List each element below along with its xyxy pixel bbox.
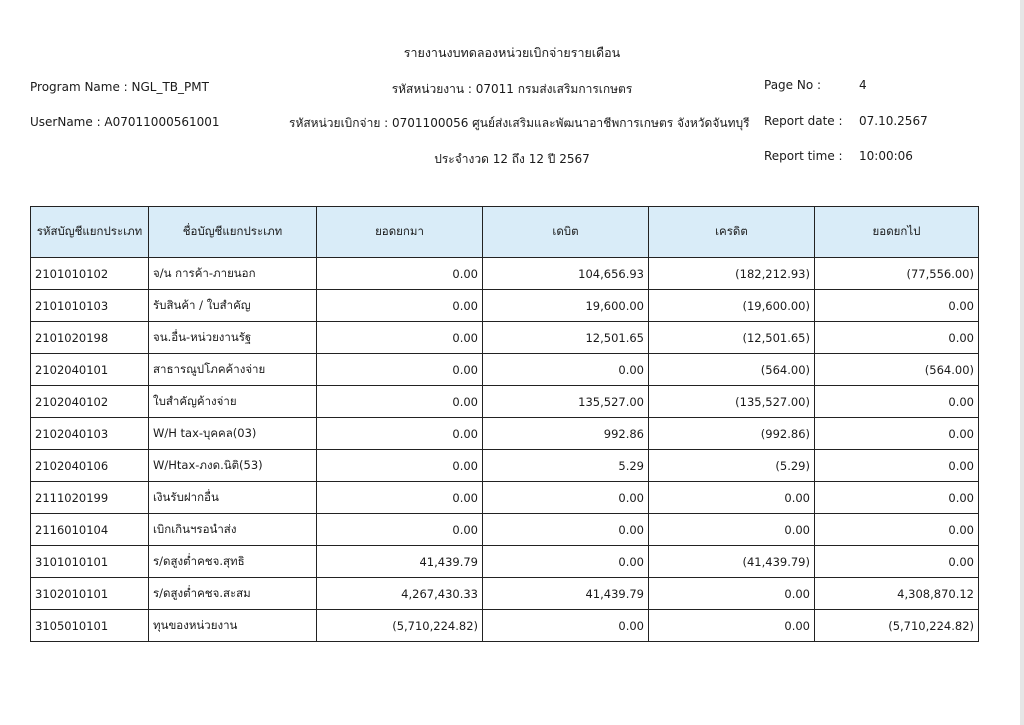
account-name-cell: ใบสำคัญค้างจ่าย xyxy=(149,386,317,418)
table-row xyxy=(31,290,979,322)
user-name: UserName : A07011000561001 xyxy=(30,115,220,129)
trial-balance-table xyxy=(30,206,979,642)
debit-cell: 992.86 xyxy=(483,418,649,450)
account-name-cell: ทุนของหน่วยงาน xyxy=(149,610,317,642)
brought-forward-cell: 0.00 xyxy=(317,514,483,546)
report-time-value: 10:00:06 xyxy=(859,149,913,163)
column-header-debit: เดบิต xyxy=(483,207,649,258)
table-row xyxy=(31,482,979,514)
brought-forward-cell: 0.00 xyxy=(317,386,483,418)
account-name-cell: จน.อื่น-หน่วยงานรัฐ xyxy=(149,322,317,354)
carried-forward-cell: 4,308,870.12 xyxy=(815,578,979,610)
credit-cell: (5.29) xyxy=(649,450,815,482)
carried-forward-cell: 0.00 xyxy=(815,418,979,450)
column-header-brought-forward: ยอดยกมา xyxy=(317,207,483,258)
debit-cell: 0.00 xyxy=(483,482,649,514)
credit-cell: (19,600.00) xyxy=(649,290,815,322)
debit-cell: 0.00 xyxy=(483,354,649,386)
brought-forward-cell: (5,710,224.82) xyxy=(317,610,483,642)
table-row xyxy=(31,514,979,546)
account-code-cell: 3102010101 xyxy=(31,578,149,610)
report-date-value: 07.10.2567 xyxy=(859,114,928,128)
account-code-cell: 2102040103 xyxy=(31,418,149,450)
credit-cell: 0.00 xyxy=(649,482,815,514)
report-time-label: Report time : xyxy=(764,149,843,163)
table-row xyxy=(31,578,979,610)
credit-cell: (992.86) xyxy=(649,418,815,450)
account-name-cell: เงินรับฝากอื่น xyxy=(149,482,317,514)
table-row xyxy=(31,258,979,290)
table-row xyxy=(31,322,979,354)
account-name-cell: สาธารณูปโภคค้างจ่าย xyxy=(149,354,317,386)
debit-cell: 19,600.00 xyxy=(483,290,649,322)
table-row xyxy=(31,450,979,482)
report-period: ประจำงวด 12 ถึง 12 ปี 2567 xyxy=(434,152,590,166)
carried-forward-cell: 0.00 xyxy=(815,386,979,418)
account-code-cell: 2116010104 xyxy=(31,514,149,546)
report-title: รายงานงบทดลองหน่วยเบิกจ่ายรายเดือน xyxy=(403,45,621,60)
credit-cell: 0.00 xyxy=(649,610,815,642)
brought-forward-cell: 0.00 xyxy=(317,450,483,482)
brought-forward-cell: 0.00 xyxy=(317,290,483,322)
account-name-cell: W/H tax-บุคคล(03) xyxy=(149,418,317,450)
brought-forward-cell: 0.00 xyxy=(317,354,483,386)
report-date-label: Report date : xyxy=(764,114,843,128)
page-no-value: 4 xyxy=(859,78,867,92)
carried-forward-cell: (77,556.00) xyxy=(815,258,979,290)
disbursement-unit: รหัสหน่วยเบิกจ่าย : 0701100056 ศูนย์ส่งเสริมและพัฒนาอาชีพการเกษตร จังหวัดจันทบุรี xyxy=(289,116,750,130)
brought-forward-cell: 4,267,430.33 xyxy=(317,578,483,610)
table-row xyxy=(31,610,979,642)
brought-forward-cell: 0.00 xyxy=(317,418,483,450)
account-code-cell: 2102040102 xyxy=(31,386,149,418)
debit-cell: 41,439.79 xyxy=(483,578,649,610)
credit-cell: 0.00 xyxy=(649,578,815,610)
account-code-cell: 3105010101 xyxy=(31,610,149,642)
debit-cell: 12,501.65 xyxy=(483,322,649,354)
debit-cell: 0.00 xyxy=(483,610,649,642)
account-code-cell: 2101020198 xyxy=(31,322,149,354)
account-name-cell: W/Htax-ภงด.นิติ(53) xyxy=(149,450,317,482)
carried-forward-cell: 0.00 xyxy=(815,546,979,578)
brought-forward-cell: 41,439.79 xyxy=(317,546,483,578)
debit-cell: 135,527.00 xyxy=(483,386,649,418)
account-name-cell: ร/ดสูงต่ำคชจ.สะสม xyxy=(149,578,317,610)
program-name: Program Name : NGL_TB_PMT xyxy=(30,80,209,94)
carried-forward-cell: (5,710,224.82) xyxy=(815,610,979,642)
agency-code: รหัสหน่วยงาน : 07011 กรมส่งเสริมการเกษตร xyxy=(391,82,633,96)
carried-forward-cell: 0.00 xyxy=(815,322,979,354)
page-no-label: Page No : xyxy=(764,78,822,92)
brought-forward-cell: 0.00 xyxy=(317,322,483,354)
brought-forward-cell: 0.00 xyxy=(317,482,483,514)
account-name-cell: เบิกเกินฯรอนำส่ง xyxy=(149,514,317,546)
carried-forward-cell: (564.00) xyxy=(815,354,979,386)
table-row xyxy=(31,418,979,450)
account-code-cell: 2101010102 xyxy=(31,258,149,290)
column-header-credit: เครดิต xyxy=(649,207,815,258)
credit-cell: (182,212.93) xyxy=(649,258,815,290)
account-code-cell: 2102040101 xyxy=(31,354,149,386)
carried-forward-cell: 0.00 xyxy=(815,482,979,514)
table-row xyxy=(31,386,979,418)
brought-forward-cell: 0.00 xyxy=(317,258,483,290)
debit-cell: 0.00 xyxy=(483,546,649,578)
column-header-account-name: ชื่อบัญชีแยกประเภท xyxy=(149,207,317,258)
carried-forward-cell: 0.00 xyxy=(815,514,979,546)
table-header-row xyxy=(31,207,979,258)
carried-forward-cell: 0.00 xyxy=(815,450,979,482)
table-row xyxy=(31,354,979,386)
column-header-account-code: รหัสบัญชีแยกประเภท xyxy=(31,207,149,258)
account-name-cell: รับสินค้า / ใบสำคัญ xyxy=(149,290,317,322)
column-header-carried-forward: ยอดยกไป xyxy=(815,207,979,258)
page-edge xyxy=(1020,0,1024,725)
carried-forward-cell: 0.00 xyxy=(815,290,979,322)
account-code-cell: 2102040106 xyxy=(31,450,149,482)
credit-cell: (135,527.00) xyxy=(649,386,815,418)
account-code-cell: 2111020199 xyxy=(31,482,149,514)
credit-cell: (564.00) xyxy=(649,354,815,386)
account-code-cell: 2101010103 xyxy=(31,290,149,322)
credit-cell: (12,501.65) xyxy=(649,322,815,354)
debit-cell: 5.29 xyxy=(483,450,649,482)
account-name-cell: ร/ดสูงต่ำคชจ.สุทธิ xyxy=(149,546,317,578)
credit-cell: 0.00 xyxy=(649,514,815,546)
account-code-cell: 3101010101 xyxy=(31,546,149,578)
table-row xyxy=(31,546,979,578)
debit-cell: 0.00 xyxy=(483,514,649,546)
account-name-cell: จ/น การค้า-ภายนอก xyxy=(149,258,317,290)
debit-cell: 104,656.93 xyxy=(483,258,649,290)
credit-cell: (41,439.79) xyxy=(649,546,815,578)
